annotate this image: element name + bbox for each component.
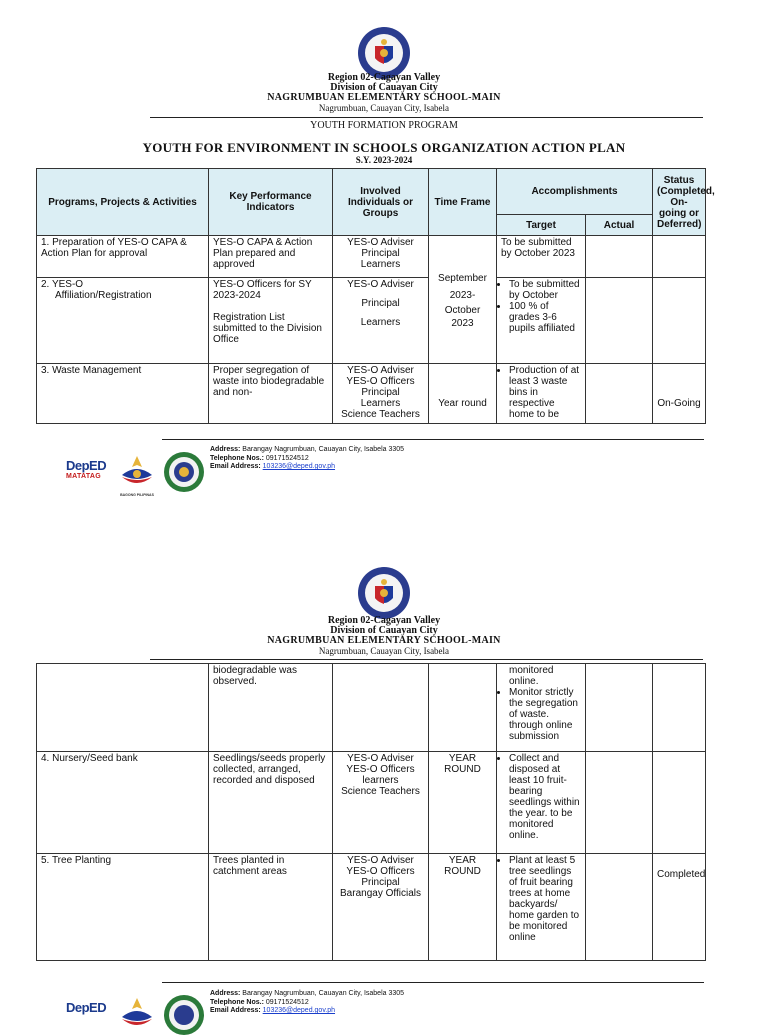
- target-cell: To be submitted by October 2023: [497, 236, 586, 278]
- col-header-target: Target: [497, 215, 586, 236]
- table-row: [37, 752, 706, 854]
- target-cell: [497, 364, 586, 424]
- school-year: S.Y. 2023-2024: [355, 155, 413, 165]
- time-cell: [429, 664, 497, 752]
- involved-item: YES-O Officers: [346, 376, 415, 387]
- deped-logo-text: DepED: [66, 1000, 107, 1015]
- target-bullet: • Monitor strictly the segregation of waste. through online submission: [509, 687, 581, 742]
- kpi-cell: Seedlings/seeds properly collected, arranged, recorded and disposed: [209, 752, 333, 854]
- deped-logo-text: DepED: [66, 458, 107, 473]
- footer-contact: [210, 446, 404, 472]
- kpi-cell: biodegradable was observed.: [209, 664, 333, 752]
- address-label: Address:: [210, 990, 241, 997]
- program-name: YOUTH FORMATION PROGRAM: [310, 120, 458, 131]
- target-bullet: • Plant at least 5 tree seedlings of fruit bearing trees at home backyards/ home garden to be monitored online: [509, 855, 581, 943]
- ppa-cell: 5. Tree Planting: [37, 854, 209, 961]
- involved-item: Learners: [360, 398, 401, 409]
- status-cell: [653, 752, 706, 854]
- time-text: September: [438, 272, 487, 284]
- actual-cell: [586, 752, 653, 854]
- action-plan-table-continued: [36, 663, 706, 961]
- actual-cell: [586, 854, 653, 961]
- deped-matatag-logo: [66, 458, 110, 480]
- kpi-cell: YES-O CAPA & Action Plan prepared and approved: [209, 236, 333, 278]
- kpi-cell: Proper segregation of waste into biodegradable and non-: [209, 364, 333, 424]
- involved-cell: [333, 752, 429, 854]
- time-text: YEAR: [448, 855, 477, 866]
- time-cell: [429, 236, 497, 364]
- time-text: 2023: [451, 317, 474, 329]
- school-header: [0, 616, 768, 657]
- table-row: [37, 854, 706, 961]
- email-label: Email Address:: [210, 1007, 261, 1014]
- table-row: [37, 236, 706, 278]
- actual-cell: [586, 364, 653, 424]
- actual-cell: [586, 664, 653, 752]
- footer-rule: [162, 439, 704, 440]
- involved-item: YES-O Adviser: [347, 753, 414, 764]
- kpi-cell: Trees planted in catchment areas: [209, 854, 333, 961]
- school-address: Nagrumbuan, Cauayan City, Isabela: [318, 103, 450, 113]
- involved-item: learners: [362, 775, 399, 786]
- col-header-ppa: Programs, Projects & Activities: [37, 169, 209, 236]
- involved-item: Principal: [361, 248, 400, 259]
- action-plan-table: [36, 168, 715, 424]
- ppa-text: Affiliation/Registration: [55, 290, 152, 301]
- deped-seal-icon: [357, 566, 411, 620]
- table-row: [37, 364, 706, 424]
- kpi-cell: [209, 278, 333, 364]
- time-text: YEAR: [448, 753, 477, 764]
- involved-item: YES-O Officers: [346, 764, 415, 775]
- actual-cell: [586, 236, 653, 278]
- division-text: Division of Cauayan City: [330, 625, 438, 636]
- address-label: Address:: [210, 446, 241, 453]
- involved-item: Science Teachers: [341, 786, 420, 797]
- email-label: Email Address:: [210, 463, 261, 470]
- col-header-involved: Involved Individuals or Groups: [333, 169, 429, 236]
- col-header-time: Time Frame: [429, 169, 497, 236]
- header-rule: [150, 117, 703, 118]
- target-cell: [497, 752, 586, 854]
- involved-item: YES-O Adviser: [347, 855, 414, 866]
- bagong-pilipinas-caption: BAGONG PILIPINAS: [120, 493, 154, 497]
- ppa-cell: [37, 278, 209, 364]
- matatag-logo-text: MATATAG: [66, 473, 102, 480]
- target-text: monitored online.: [509, 665, 554, 687]
- ppa-cell: 1. Preparation of YES-O CAPA & Action Plan for approval: [37, 236, 209, 278]
- target-cell: [497, 854, 586, 961]
- footer-contact: [210, 990, 404, 1016]
- status-cell: On-Going: [653, 364, 706, 424]
- involved-item: YES-O Adviser: [347, 237, 414, 248]
- bagong-pilipinas-icon: [117, 453, 157, 493]
- phone-label: Telephone Nos.:: [210, 998, 264, 1006]
- involved-item: YES-O Officers: [346, 866, 415, 877]
- involved-cell: [333, 278, 429, 364]
- table-row: [37, 278, 706, 364]
- school-header: [0, 73, 768, 114]
- ppa-cell: 3. Waste Management: [37, 364, 209, 424]
- status-cell: [653, 236, 706, 278]
- col-header-kpi: Key Performance Indicators: [209, 169, 333, 236]
- target-bullet: • To be submitted by October: [509, 279, 581, 301]
- deped-matatag-logo: [66, 1000, 110, 1015]
- school-name: NAGRUMBUAN ELEMENTARY SCHOOL-MAIN: [267, 635, 501, 646]
- time-cell: Year round: [429, 364, 497, 424]
- school-name: NAGRUMBUAN ELEMENTARY SCHOOL-MAIN: [267, 92, 501, 103]
- time-text: ROUND: [444, 866, 481, 877]
- phone-value: 09171524512: [265, 454, 309, 462]
- header-rule: [150, 659, 703, 660]
- involved-item: Principal: [361, 877, 400, 888]
- involved-item: Science Teachers: [341, 409, 420, 420]
- ppa-cell: [37, 664, 209, 752]
- status-cell: Completed: [653, 854, 706, 961]
- phone-value: 09171524512: [265, 998, 309, 1006]
- email-link[interactable]: 103236@deped.gov.ph: [262, 1007, 336, 1014]
- target-cell: [497, 278, 586, 364]
- division-text: Division of Cauayan City: [330, 82, 438, 93]
- target-cell: [497, 664, 586, 752]
- involved-item: Principal: [361, 387, 400, 398]
- col-header-accomplishments: Accomplishments: [497, 169, 653, 215]
- ppa-cell: 4. Nursery/Seed bank: [37, 752, 209, 854]
- region-text: Region 02-Cagayan Valley: [327, 615, 441, 626]
- address-value: Barangay Nagrumbuan, Cauayan City, Isabela 3305: [242, 446, 405, 453]
- involved-item: Barangay Officials: [340, 888, 421, 899]
- time-cell: [429, 752, 497, 854]
- kpi-text: YES-O Officers for SY 2023-2024: [213, 279, 312, 301]
- bagong-pilipinas-icon: [117, 995, 157, 1035]
- division-seal-icon: [163, 451, 205, 493]
- involved-cell: [333, 364, 429, 424]
- involved-cell: [333, 236, 429, 278]
- col-header-status: Status (Completed, On-going or Deferred): [653, 169, 706, 236]
- time-text: 2023-: [449, 289, 476, 301]
- kpi-text: Registration List submitted to the Division Office: [213, 312, 322, 345]
- involved-item: Learners: [360, 317, 401, 328]
- status-cell: [653, 278, 706, 364]
- involved-item: Principal: [361, 298, 400, 309]
- involved-item: YES-O Adviser: [347, 279, 414, 290]
- involved-cell: [333, 854, 429, 961]
- actual-cell: [586, 278, 653, 364]
- ppa-text: 2. YES-O: [41, 279, 84, 290]
- region-text: Region 02-Cagayan Valley: [327, 72, 441, 83]
- target-bullet: • 100 % of grades 3-6 pupils affiliated: [509, 301, 581, 334]
- table-row: [37, 664, 706, 752]
- phone-label: Telephone Nos.:: [210, 454, 264, 462]
- time-text: October: [444, 304, 481, 316]
- division-seal-icon: [163, 994, 205, 1036]
- target-bullet: • Production of at least 3 waste bins in respective home to be: [509, 365, 581, 420]
- document-title: YOUTH FOR ENVIRONMENT IN SCHOOLS ORGANIZATION ACTION PLAN: [142, 140, 626, 155]
- target-bullet: • Collect and disposed at least 10 fruit-bearing seedlings within the year. to be monitored online.: [509, 753, 581, 841]
- involved-item: YES-O Adviser: [347, 365, 414, 376]
- col-header-actual: Actual: [586, 215, 653, 236]
- involved-item: Learners: [360, 259, 401, 270]
- address-value: Barangay Nagrumbuan, Cauayan City, Isabela 3305: [242, 990, 405, 997]
- email-link[interactable]: 103236@deped.gov.ph: [262, 463, 336, 470]
- time-text: ROUND: [444, 764, 481, 775]
- involved-cell: [333, 664, 429, 752]
- time-cell: [429, 854, 497, 961]
- footer-rule: [162, 982, 704, 983]
- school-address: Nagrumbuan, Cauayan City, Isabela: [318, 646, 450, 656]
- status-cell: [653, 664, 706, 752]
